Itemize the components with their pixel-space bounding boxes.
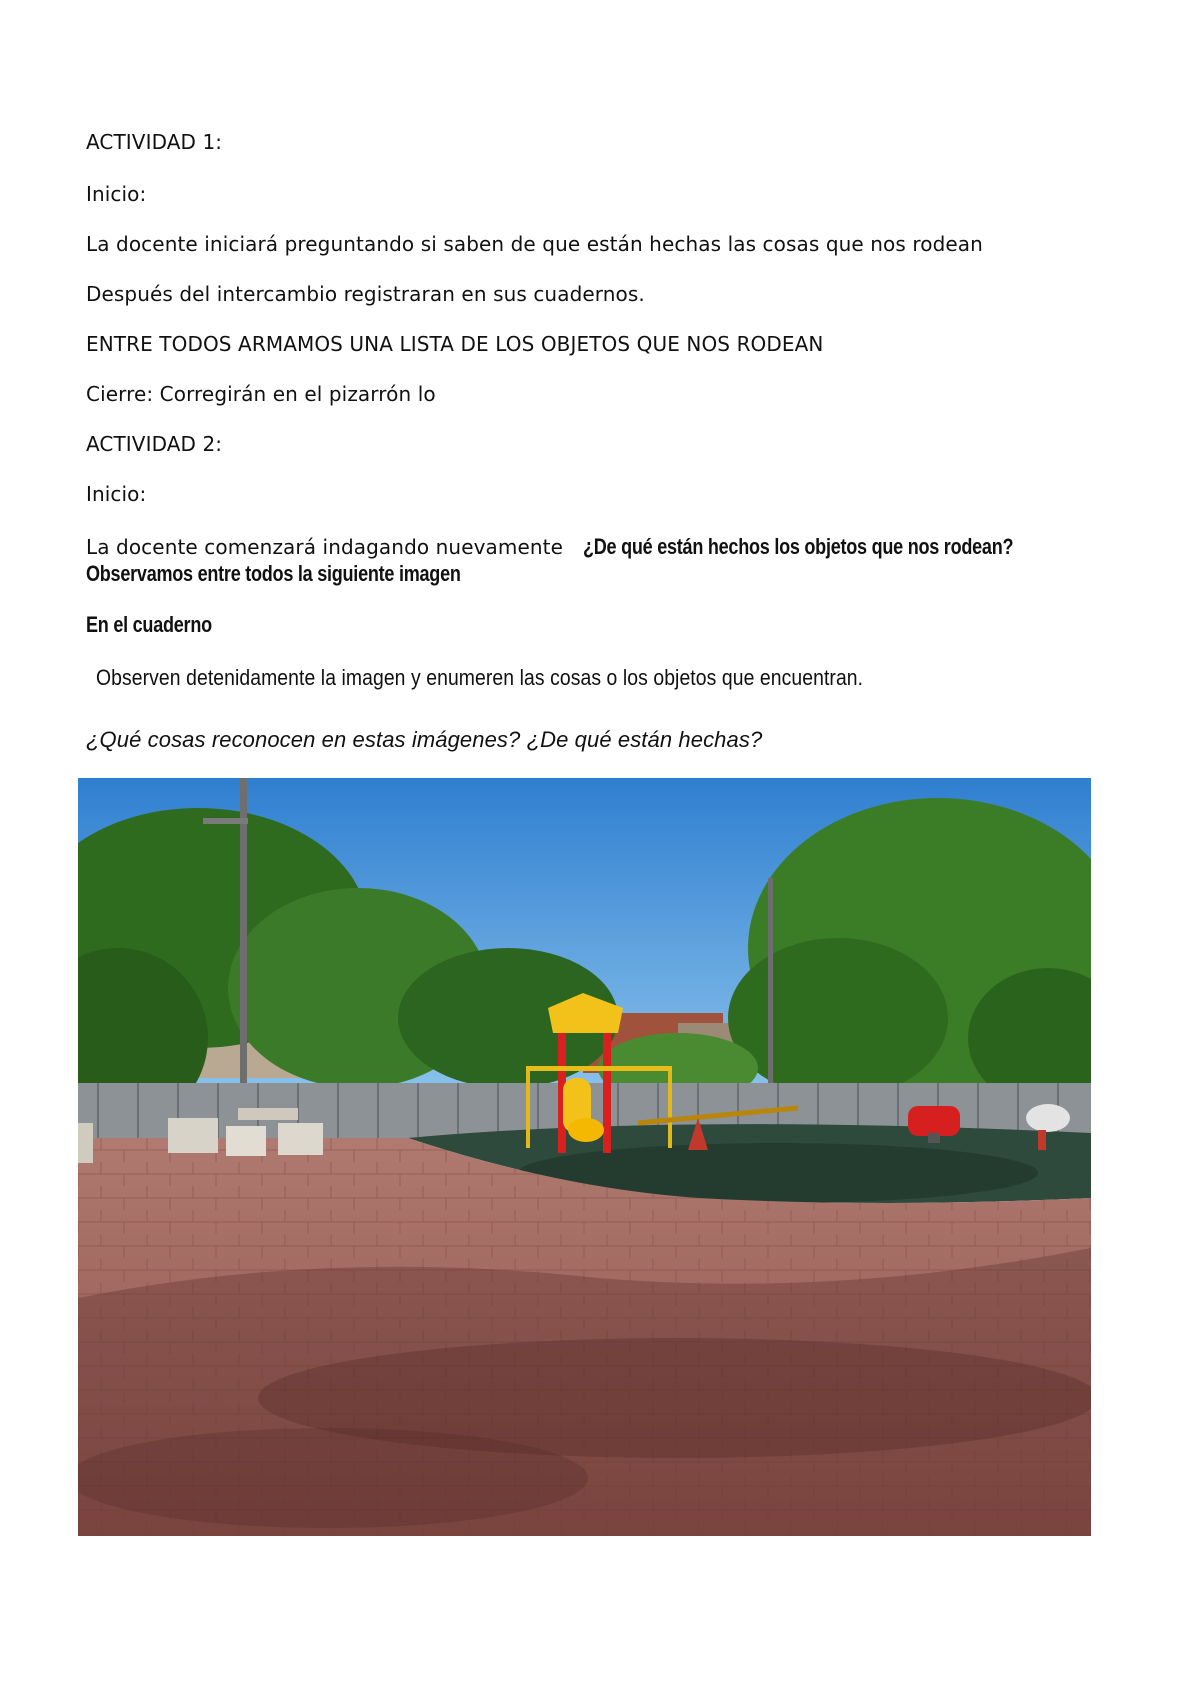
activity-2-paragraph-plain: La docente comenzará indagando nuevamente — [86, 535, 564, 559]
activity-1-paragraph-3: ENTRE TODOS ARMAMOS UNA LISTA DE LOS OBJETOS QUE NOS RODEAN — [86, 332, 824, 356]
activity-2-question-bold: ¿De qué están hechos los objetos que nos rodean? — [583, 534, 1014, 559]
playground-photo-drawing — [78, 778, 1091, 1536]
notebook-heading — [86, 612, 240, 638]
activity-1-paragraph-1: La docente iniciará preguntando si saben de que están hechas las cosas que nos rodean — [86, 232, 983, 256]
activity-1-start-label: Inicio: — [86, 182, 147, 206]
activity-2-paragraph-1 — [86, 534, 1108, 560]
activity-2-start-label: Inicio: — [86, 482, 147, 506]
instruction-line — [96, 665, 968, 691]
activity-1-title: ACTIVIDAD 1: — [86, 130, 223, 154]
activity-2-paragraph-1-line-2 — [86, 561, 543, 587]
instruction-text: Observen detenidamente la imagen y enumeren las cosas o los objetos que encuentran. — [96, 665, 864, 690]
activity-2-observe-bold: Observamos entre todos la siguiente imagen — [86, 561, 461, 586]
question-line — [86, 727, 762, 753]
playground-photo — [78, 778, 1091, 1536]
question-text: ¿Qué cosas reconocen en estas imágenes? ¿De qué están hechas? — [86, 727, 763, 752]
activity-1-closing: Cierre: Corregirán en el pizarrón lo — [86, 382, 436, 406]
activity-1-paragraph-2: Después del intercambio registraran en sus cuadernos. — [86, 282, 645, 306]
notebook-heading-text: En el cuaderno — [86, 612, 212, 637]
activity-2-title: ACTIVIDAD 2: — [86, 432, 223, 456]
